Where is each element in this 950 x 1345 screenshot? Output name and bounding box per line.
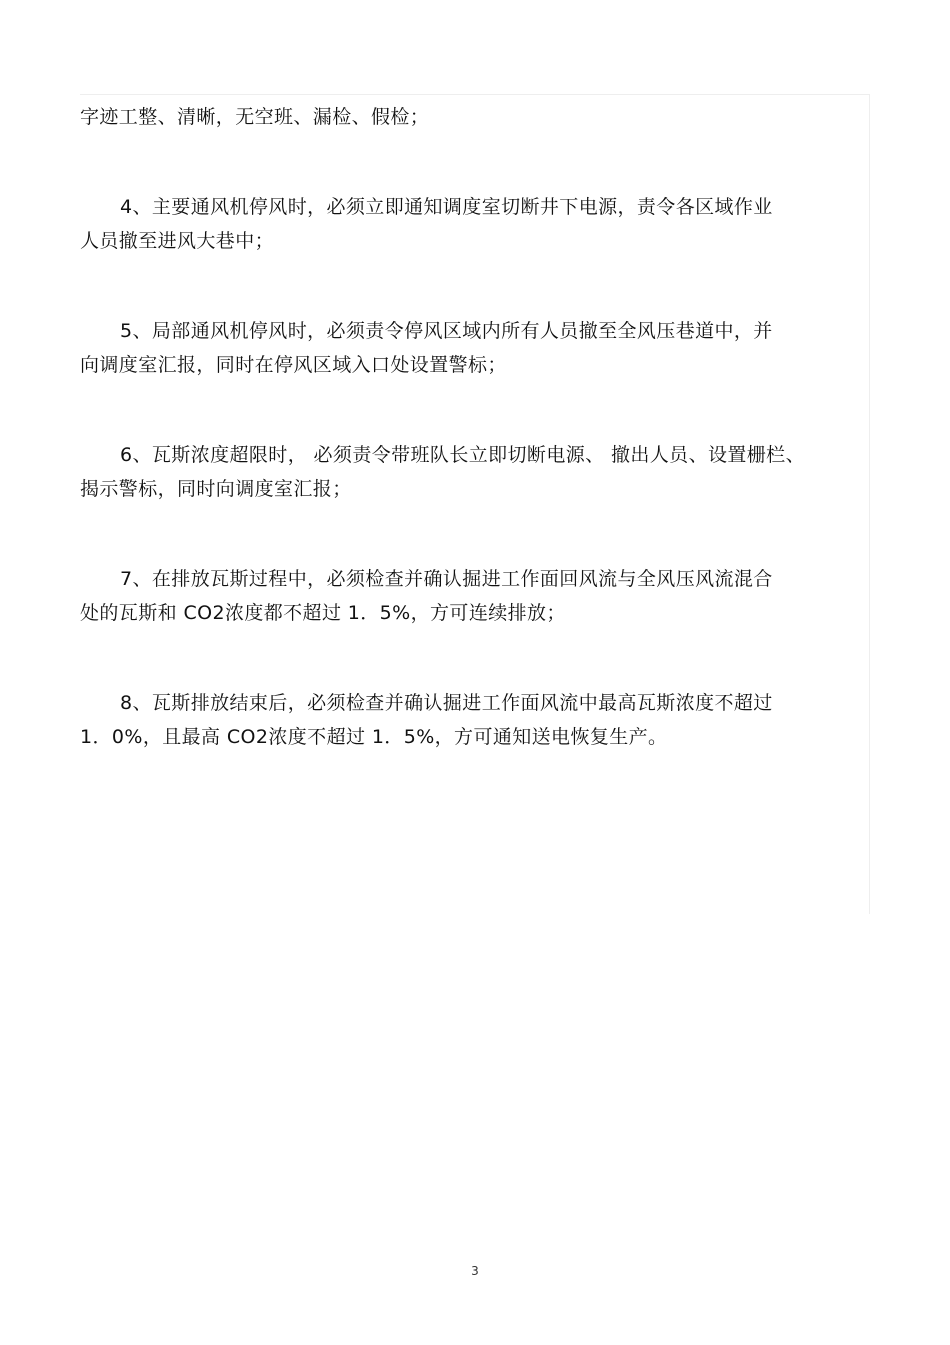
item-4-line-2: 人员撤至进风大巷中； xyxy=(80,230,275,252)
item-8-line-1: 8、瓦斯排放结束后，必须检查并确认掘进工作面风流中最高瓦斯浓度不超过 xyxy=(120,692,773,714)
top-border-line xyxy=(80,94,870,95)
item-6-line-1: 6、瓦斯浓度超限时， 必须责令带班队长立即切断电源、 撤出人员、设置栅栏、 xyxy=(120,444,805,466)
page-number: 3 xyxy=(471,1264,479,1278)
continued-line: 字迹工整、清晰，无空班、漏检、假检； xyxy=(80,106,430,128)
item-7-line-2: 处的瓦斯和 CO2浓度都不超过 1．5%，方可连续排放； xyxy=(80,602,566,624)
item-8-line-2: 1．0%，且最高 CO2浓度不超过 1．5%，方可通知送电恢复生产。 xyxy=(80,726,668,748)
document-body xyxy=(80,100,860,754)
item-4-line-1: 4、主要通风机停风时，必须立即通知调度室切断井下电源，责令各区域作业 xyxy=(120,196,773,218)
item-7-line-1: 7、在排放瓦斯过程中，必须检查并确认掘进工作面回风流与全风压风流混合 xyxy=(120,568,773,590)
item-5-line-2: 向调度室汇报，同时在停风区域入口处设置警标； xyxy=(80,354,507,376)
right-border-line xyxy=(869,94,870,914)
item-5-line-1: 5、局部通风机停风时，必须责令停风区域内所有人员撤至全风压巷道中，并 xyxy=(120,320,773,342)
item-6-line-2: 揭示警标，同时向调度室汇报； xyxy=(80,478,352,500)
